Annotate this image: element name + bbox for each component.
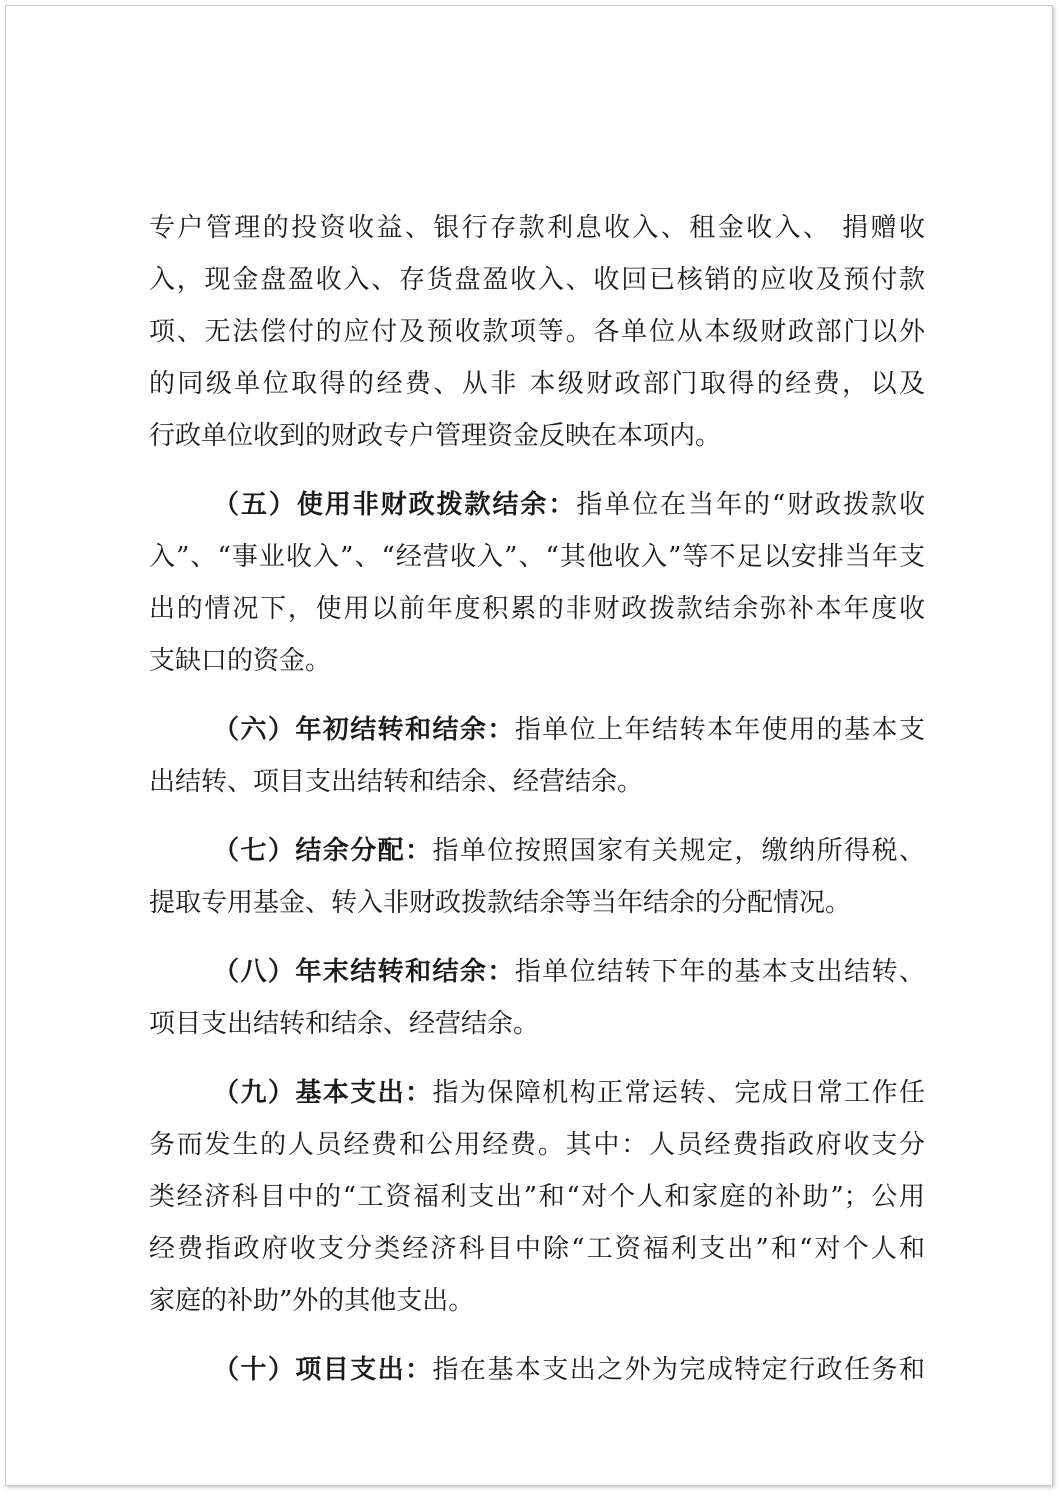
text-line: 入”、“事业收入”、“经营收入”、“其他收入”等不足以安排当年支: [149, 542, 925, 572]
text-span: 指在基本支出之外为完成特定行政任务和: [432, 1355, 925, 1385]
text-line: 出结转、项目支出结转和结余、经营结余。: [149, 767, 644, 797]
text-line: 提取专用基金、转入非财政拨款结余等当年结余的分配情况。: [149, 888, 852, 918]
text-span: 指单位按照国家有关规定，缴纳所得税、: [432, 836, 925, 866]
text-line: 家庭的补助”外的其他支出。: [149, 1286, 475, 1316]
text-line: [149, 1344, 925, 1396]
text-line: 项目支出结转和结余、经营结余。: [149, 1009, 540, 1039]
text-line: [149, 1067, 925, 1119]
section-heading: （七）结余分配：: [213, 836, 433, 866]
text-line: [149, 479, 925, 531]
paragraph-other-income: [149, 202, 925, 462]
text-line: 支缺口的资金。: [149, 646, 332, 676]
section-heading: （五）使用非财政拨款结余：: [213, 490, 577, 520]
text-line: [149, 704, 925, 756]
paragraph-item-8: [149, 946, 925, 1050]
text-span: 指单位在当年的“财政拨款收: [576, 490, 925, 520]
text-span: 指单位上年结转本年使用的基本支: [514, 715, 925, 745]
text-line: 经费指政府收支分类经济科目中除“工资福利支出”和“对个人和: [149, 1234, 925, 1264]
text-line: [149, 946, 925, 998]
section-heading: （九）基本支出：: [213, 1078, 433, 1108]
text-span: 指为保障机构正常运转、完成日常工作任: [432, 1078, 925, 1108]
text-line: 务而发生的人员经费和公用经费。其中：人员经费指政府收支分: [149, 1130, 925, 1160]
paragraph-item-5: [149, 479, 925, 687]
paragraph-item-9: [149, 1067, 925, 1327]
paragraph-item-10: [149, 1344, 925, 1396]
paragraph-item-7: [149, 825, 925, 929]
text-span: 指单位结转下年的基本支出结转、: [514, 957, 925, 987]
text-line: 项、无法偿付的应付及预收款项等。各单位从本级财政部门以外: [149, 317, 925, 347]
section-heading: （六）年初结转和结余：: [213, 715, 515, 745]
text-line: [149, 825, 925, 877]
text-line: 出的情况下，使用以前年度积累的非财政拨款结余弥补本年度收: [149, 594, 925, 624]
text-line: 类经济科目中的“工资福利支出”和“对个人和家庭的补助”；公用: [149, 1182, 925, 1212]
text-line: 入，现金盘盈收入、存货盘盈收入、收回已核销的应收及预付款: [149, 265, 925, 295]
document-page: [5, 5, 1053, 1486]
text-line: 的同级单位取得的经费、从非 本级财政部门取得的经费，以及: [149, 369, 925, 399]
text-line: 专户管理的投资收益、银行存款利息收入、租金收入、 捐赠收: [149, 213, 925, 243]
section-heading: （十）项目支出：: [213, 1355, 433, 1385]
section-heading: （八）年末结转和结余：: [213, 957, 515, 987]
paragraph-item-6: [149, 704, 925, 808]
text-line: 行政单位收到的财政专户管理资金反映在本项内。: [149, 421, 722, 451]
document-body: [149, 202, 925, 1413]
